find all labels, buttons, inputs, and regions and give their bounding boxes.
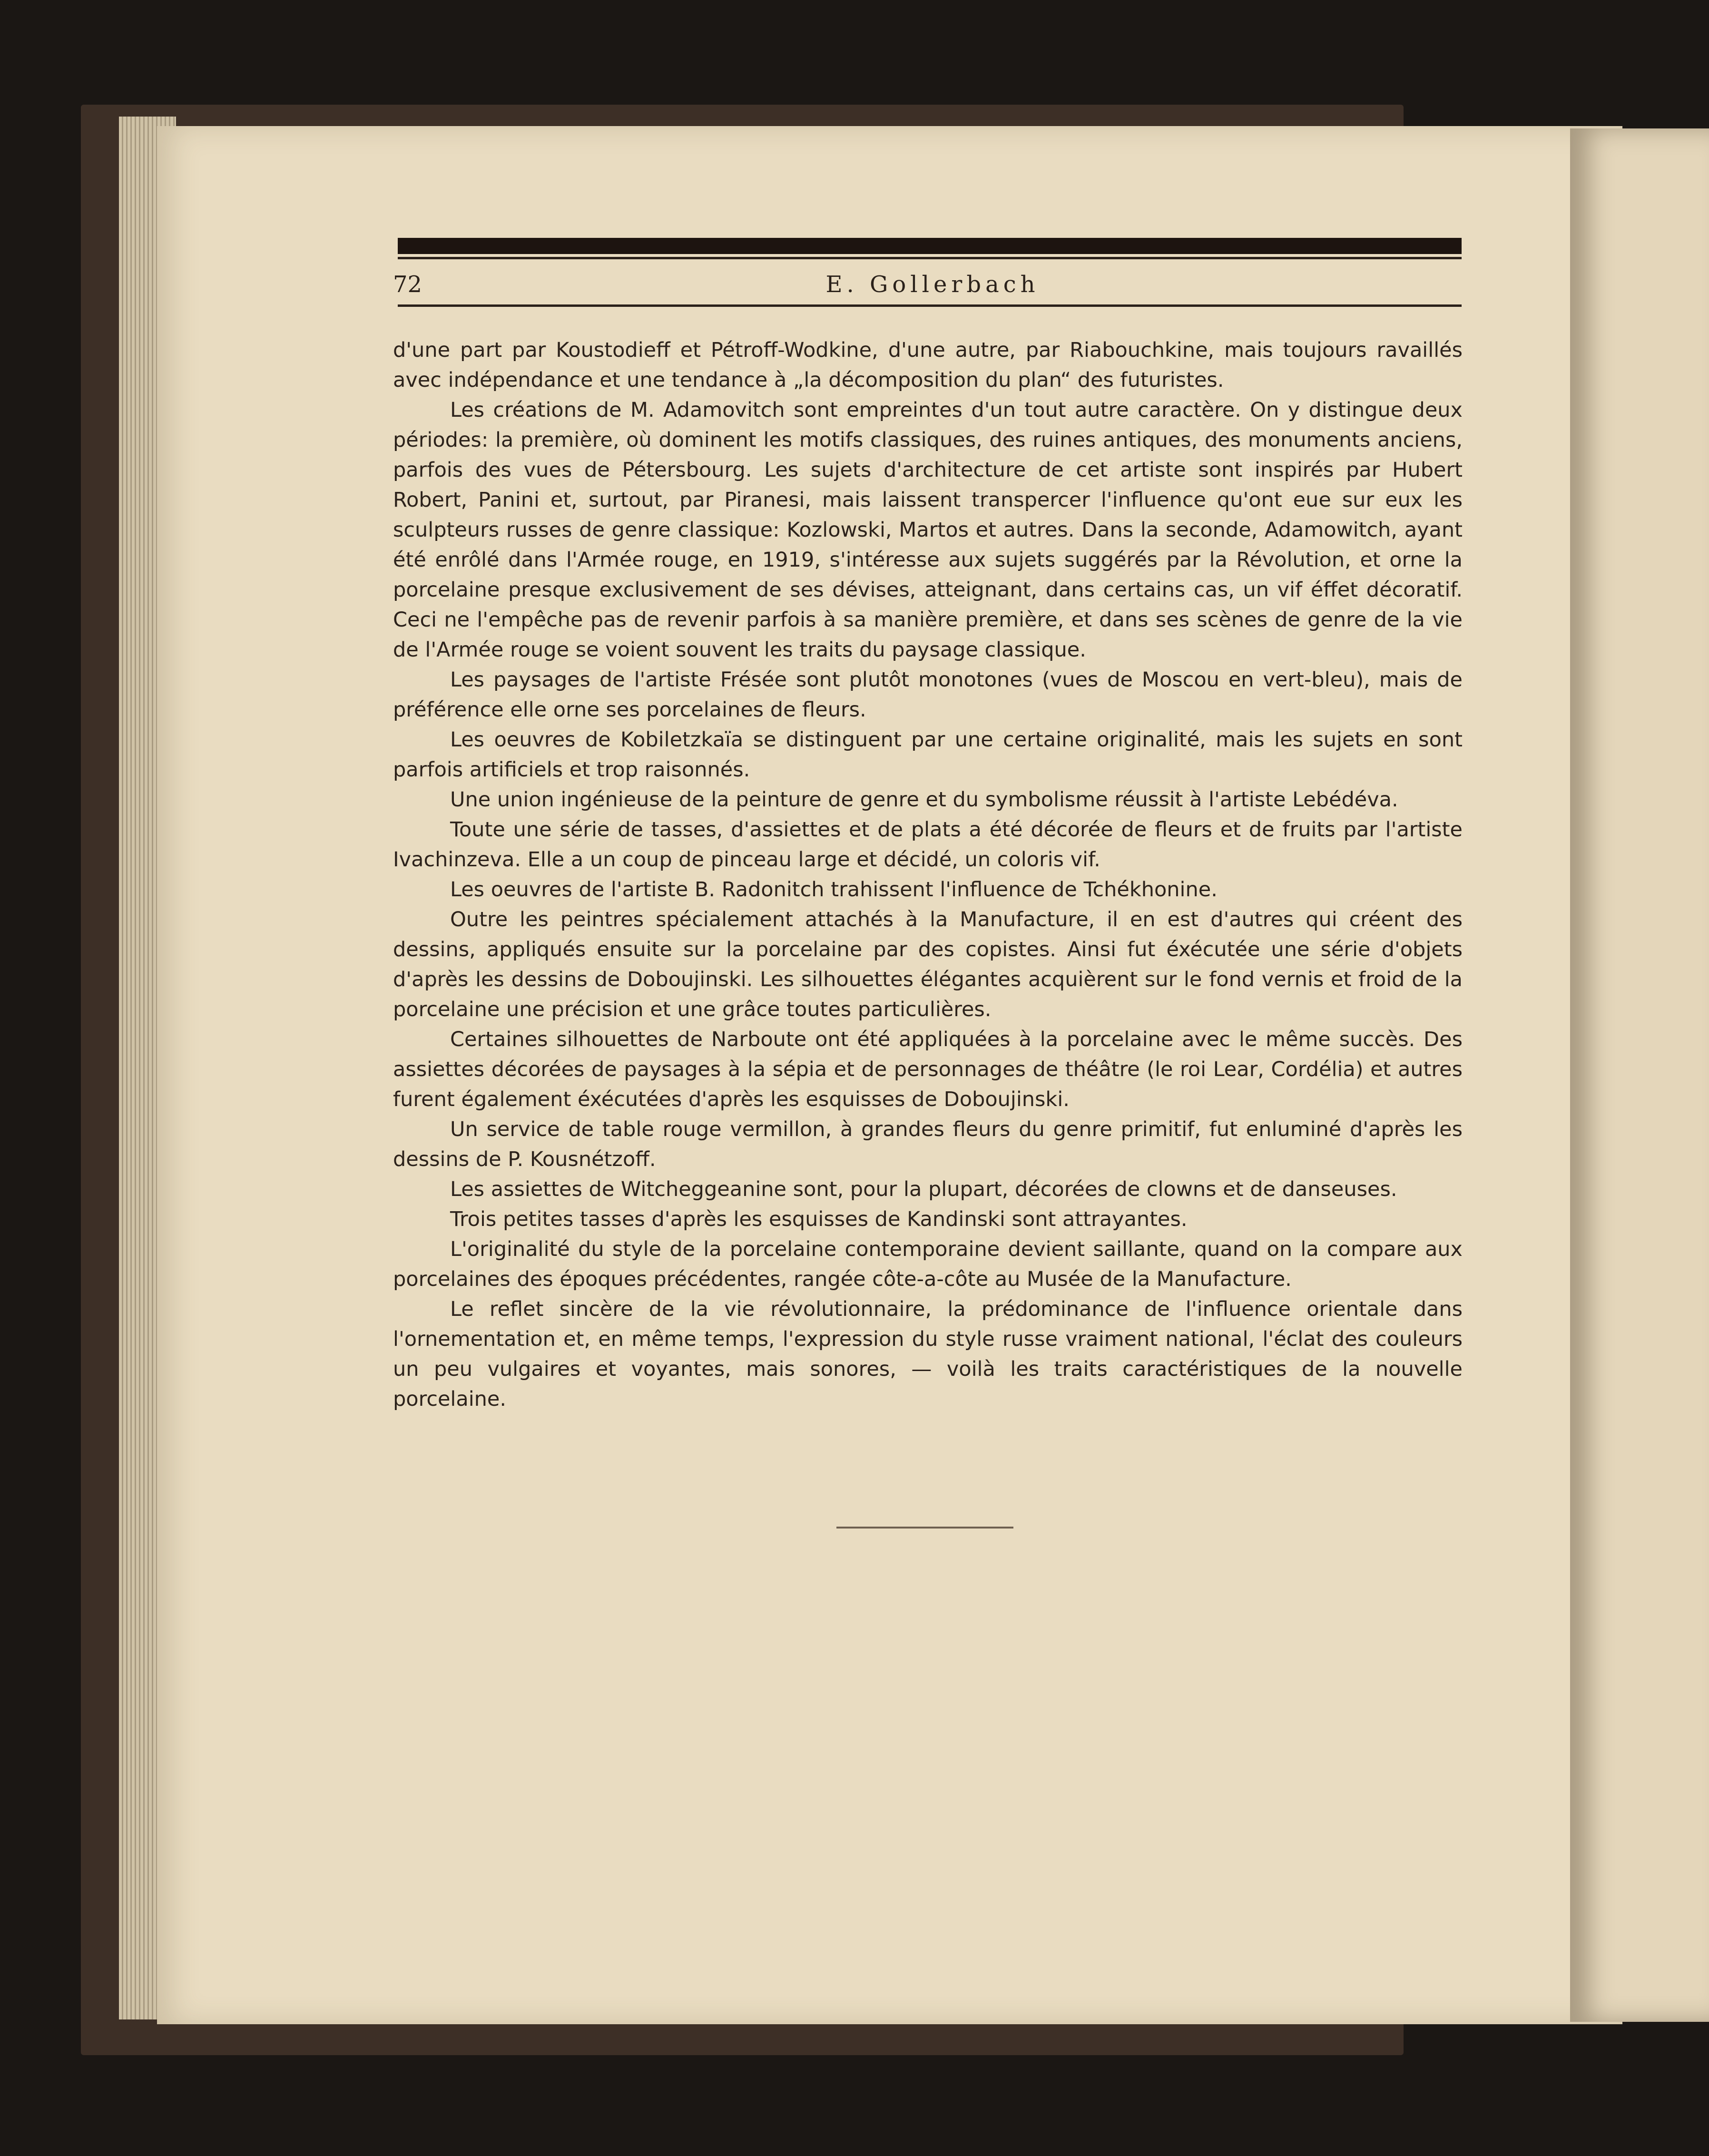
paragraph-2: Les créations de M. Adamovitch sont empreintes d'un tout autre caractère. On y distingue deux périodes: la première, où dominent les motifs classiques, des ruines antiques, des monuments anciens, parfois des vues de Pétersbourg. Les sujets d'architecture de cet artiste sont inspirés par Hubert Robert, Panini et, surtout, par Piranesi, mais laissent transpercer l'influence qu'ont eue sur eux les sculpteurs russes de genre classique: Kozlowski, Martos et autres. Dans la seconde, Adamowitch, ayant été enrôlé dans l'Armée rouge, en 1919, s'intéresse aux sujets suggérés par la Révolution, et orne la porcelaine presque exclusivement de ses dévises, atteignant, dans certains cas, un vif éffet décoratif. Ceci ne l'empêche pas de revenir parfois à sa manière première, et dans ses scènes de genre de la vie de l'Armée rouge se voient souvent les traits du paysage classique. [393, 398, 1463, 662]
facing-page-edge [1570, 128, 1709, 2022]
header-thick-rule [398, 238, 1462, 254]
paragraph-4: Les oeuvres de Kobiletzkaïa se distinguent par une certaine originalité, mais les sujets en sont parfois artificiels et trop raisonnés. [393, 728, 1463, 782]
paragraph-12: Trois petites tasses d'après les esquisses de Kandinski sont attrayantes. [450, 1207, 1188, 1231]
paragraph-5: Une union ingénieuse de la peinture de genre et du symbolisme réussit à l'artiste Lebédéva. [450, 788, 1398, 812]
end-rule [836, 1527, 1013, 1529]
paragraph-7: Les oeuvres de l'artiste B. Radonitch trahissent l'influence de Tchékhonine. [450, 878, 1218, 902]
paragraph-6: Toute une série de tasses, d'assiettes et de plats a été décorée de fleurs et de fruits par l'artiste Ivachinzeva. Elle a un coup de pinceau large et décidé, un coloris vif. [393, 818, 1463, 872]
paragraph-10: Un service de table rouge vermillon, à grandes fleurs du genre primitif, fut enluminé d'après les dessins de P. Kousnétzoff. [393, 1117, 1463, 1171]
paragraph-9: Certaines silhouettes de Narboute ont été appliquées à la porcelaine avec le même succès. Des assiettes décorées de paysages à la sépia et de personnages de théâtre (le roi Lear, Cordélia) et autres furent également éxécutées d'après les esquisses de Doboujinski. [393, 1028, 1463, 1111]
page-number: 72 [393, 271, 422, 298]
paragraph-13: L'originalité du style de la porcelaine contemporaine devient saillante, quand on la compare aux porcelaines des époques précédentes, rangée côte-a-côte au Musée de la Manufacture. [393, 1237, 1463, 1291]
header-thin-rule-top [398, 257, 1462, 259]
paragraph-14: Le reflet sincère de la vie révolutionnaire, la prédominance de l'influence orientale dans l'ornementation et, en même temps, l'expression du style russe vraiment national, l'éclat des couleurs un peu vulgaires et voyantes, mais sonores, — voilà les traits caractéristiques de la nouvelle porcelaine. [393, 1297, 1463, 1411]
paragraph-8: Outre les peintres spécialement attachés à la Manufacture, il en est d'autres qui créent des dessins, appliqués ensuite sur la porcelaine par des copistes. Ainsi fut éxécutée une série d'objets d'après les dessins de Doboujinski. Les silhouettes élégantes acquièrent sur le fond vernis et froid de la porcelaine une précision et une grâce toutes particulières. [393, 908, 1463, 1021]
paragraph-11: Les assiettes de Witcheggeanine sont, pour la plupart, décorées de clowns et de danseuses. [450, 1177, 1397, 1201]
body-text [393, 335, 1463, 1414]
paragraph-3: Les paysages de l'artiste Frésée sont plutôt monotones (vues de Moscou en vert-bleu), mais de préférence elle orne ses porcelaines de fleurs. [393, 668, 1463, 722]
running-title: E. Gollerbach [825, 271, 1040, 298]
paragraph-1: d'une part par Koustodieff et Pétroff-Wodkine, d'une autre, par Riabouchkine, mais toujours ravaillés avec indépendance et une tendance à „la décomposition du plan“ des futuristes. [393, 338, 1463, 392]
header-thin-rule-bottom [398, 304, 1462, 307]
